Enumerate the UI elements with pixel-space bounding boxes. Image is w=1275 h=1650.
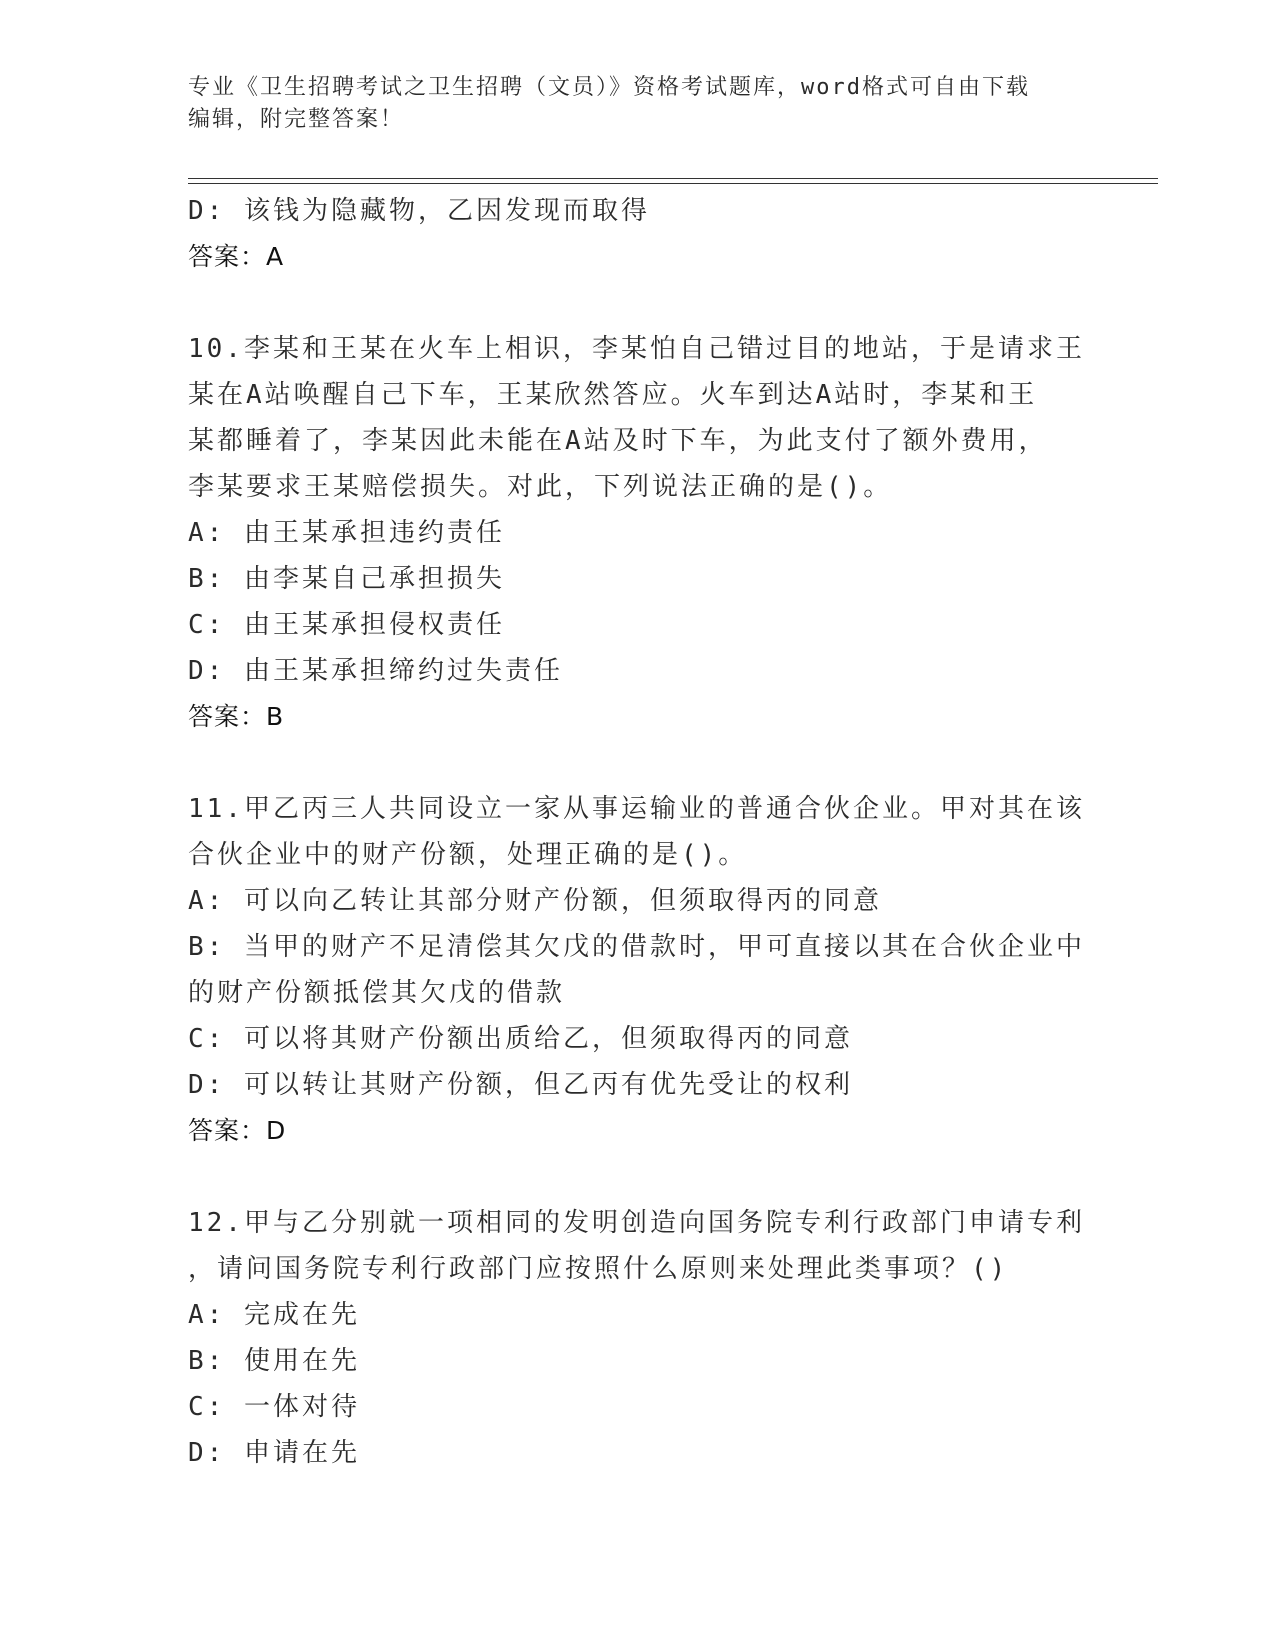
q12-option-a: A: 完成在先 (188, 1300, 360, 1330)
q12-option-c: C: 一体对待 (188, 1392, 360, 1422)
q12-option-b: B: 使用在先 (188, 1346, 360, 1376)
spacer (188, 280, 1088, 326)
q12-stem-line: 12.甲与乙分别就一项相同的发明创造向国务院专利行政部门申请专利 (188, 1208, 1085, 1238)
q9-answer: 答案：A (188, 242, 285, 271)
header-rule-top (188, 178, 1158, 179)
q11-option-d: D: 可以转让其财产份额，但乙丙有优先受让的权利 (188, 1070, 853, 1100)
q11-option-b-continued: 的财产份额抵偿其欠戊的借款 (188, 978, 566, 1008)
q11-option-a: A: 可以向乙转让其部分财产份额，但须取得丙的同意 (188, 886, 882, 916)
header-line-1: 专业《卫生招聘考试之卫生招聘（文员）》资格考试题库，word格式可自由下载 (188, 75, 1030, 100)
q10-option-d: D: 由王某承担缔约过失责任 (188, 656, 563, 686)
spacer (188, 740, 1088, 786)
q11-answer: 答案：D (188, 1116, 287, 1145)
q11-stem-line: 合伙企业中的财产份额，处理正确的是()。 (188, 840, 748, 870)
header-line-2: 编辑，附完整答案！ (188, 107, 405, 132)
q12-stem-line: ，请问国务院专利行政部门应按照什么原则来处理此类事项？() (188, 1254, 1009, 1284)
document-header (188, 72, 1068, 136)
q10-stem-line: 10.李某和王某在火车上相识，李某怕自己错过目的地站，于是请求王 (188, 334, 1085, 364)
q11-stem-line: 11.甲乙丙三人共同设立一家从事运输业的普通合伙企业。甲对其在该 (188, 794, 1085, 824)
q10-option-c: C: 由王某承担侵权责任 (188, 610, 505, 640)
q10-stem-line: 李某要求王某赔偿损失。对此，下列说法正确的是()。 (188, 472, 893, 502)
spacer (188, 1154, 1088, 1200)
q10-option-a: A: 由王某承担违约责任 (188, 518, 505, 548)
q11-option-b: B: 当甲的财产不足清偿其欠戊的借款时，甲可直接以其在合伙企业中 (188, 932, 1085, 962)
q12-option-d: D: 申请在先 (188, 1438, 360, 1468)
question-content (188, 188, 1088, 1476)
q10-answer: 答案：B (188, 702, 285, 731)
q11-option-c: C: 可以将其财产份额出质给乙，但须取得丙的同意 (188, 1024, 853, 1054)
q10-option-b: B: 由李某自己承担损失 (188, 564, 505, 594)
q10-stem-line: 某都睡着了，李某因此未能在A站及时下车，为此支付了额外费用， (188, 426, 1048, 456)
q9-option-d: D: 该钱为隐藏物，乙因发现而取得 (188, 196, 650, 226)
q10-stem-line: 某在A站唤醒自己下车，王某欣然答应。火车到达A站时，李某和王 (188, 380, 1038, 410)
header-rule-bottom (188, 183, 1158, 184)
